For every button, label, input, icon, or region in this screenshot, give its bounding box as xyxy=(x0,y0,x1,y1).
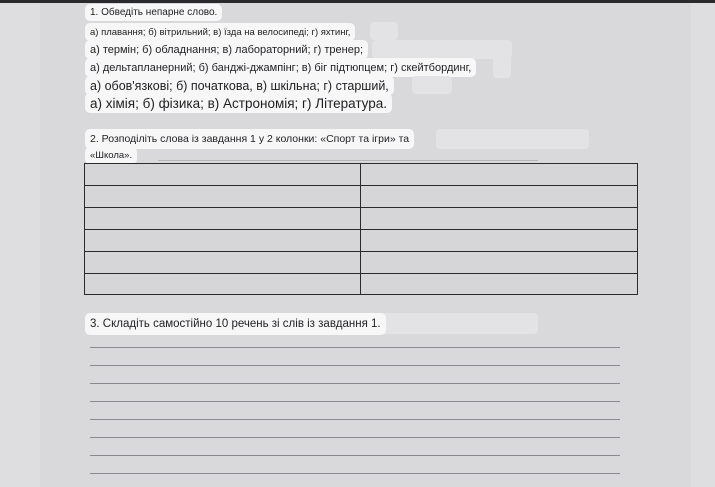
heading-underline xyxy=(158,160,538,161)
writing-line xyxy=(90,473,620,474)
writing-line xyxy=(90,419,620,420)
highlight-shadow xyxy=(370,22,398,40)
task1-row-5: а) хімія; б) фізика; в) Астрономія; г) Література. xyxy=(85,93,392,113)
table-row-divider xyxy=(85,229,637,230)
table-row-divider xyxy=(85,207,637,208)
highlight-shadow xyxy=(380,313,538,334)
task2-heading-line1: 2. Розподіліть слова із завдання 1 у 2 колонки: «Спорт та ігри» та xyxy=(85,129,414,149)
left-margin xyxy=(0,3,40,487)
task3-heading: 3. Складіть самостійно 10 речень зі слів із завдання 1. xyxy=(85,313,386,335)
highlight-shadow xyxy=(412,76,452,94)
writing-line xyxy=(90,383,620,384)
right-margin xyxy=(691,3,715,487)
highlight-shadow xyxy=(493,56,511,78)
task2-heading-line2: «Школа». xyxy=(85,147,137,164)
table-row-divider xyxy=(85,251,637,252)
writing-line xyxy=(90,437,620,438)
task1-row-3: а) дельтапланерний; б) банджі-джампінг; в) біг підтюпцем; г) скейтбординг, xyxy=(85,58,476,77)
writing-line xyxy=(90,347,620,348)
task1-row-1: а) плавання; б) вітрильний; в) їзда на велосипеді; г) яхтинг, xyxy=(85,23,355,41)
task1-heading: 1. Обведіть непарне слово. xyxy=(85,4,222,21)
writing-line xyxy=(90,365,620,366)
writing-line xyxy=(90,401,620,402)
highlight-shadow xyxy=(436,129,589,149)
highlight-shadow xyxy=(372,40,512,59)
table-row-divider xyxy=(85,185,637,186)
sorting-table xyxy=(84,163,638,295)
table-row-divider xyxy=(85,273,637,274)
task1-row-4: а) обов'язкові; б) початкова, в) шкільна; г) старший, xyxy=(85,76,394,95)
task1-row-2: а) термін; б) обладнання; в) лабораторний; г) тренер; xyxy=(85,40,368,59)
writing-line xyxy=(90,455,620,456)
